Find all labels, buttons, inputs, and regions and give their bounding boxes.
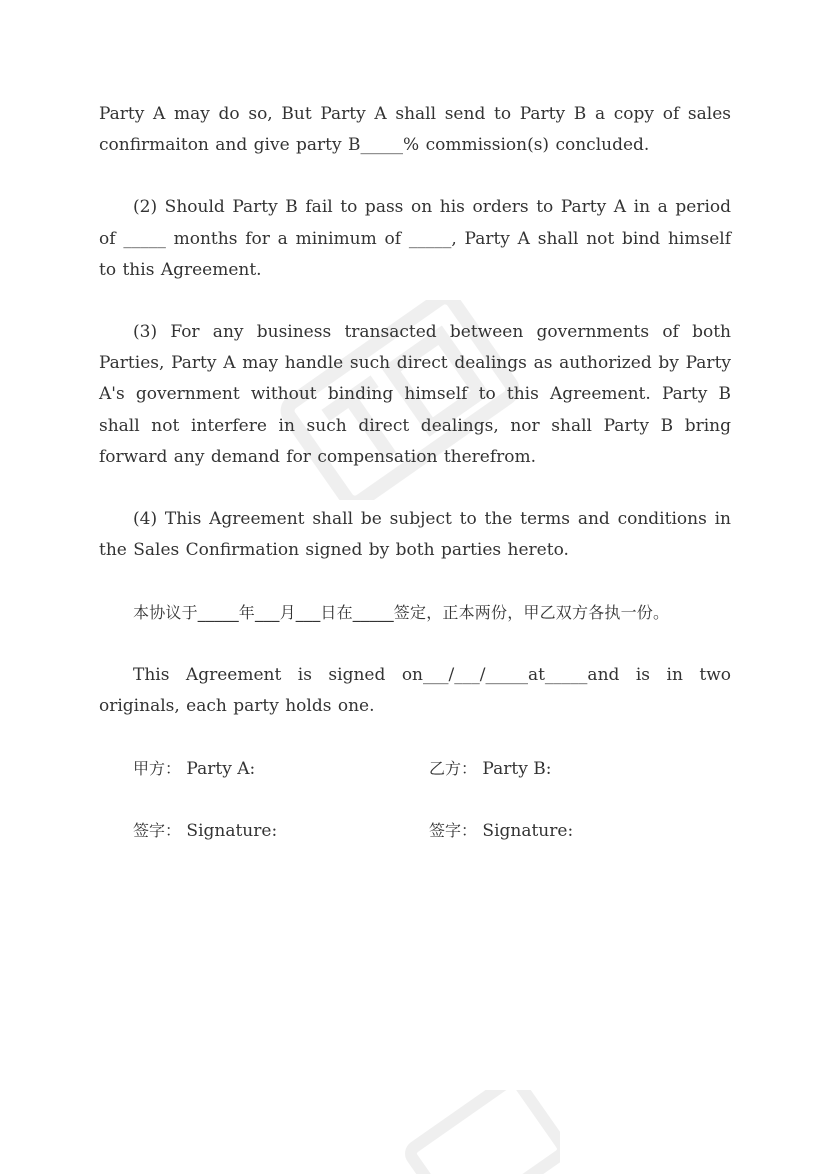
party-b-label: [429, 753, 551, 785]
watermark-seal-bottom: [400, 1090, 560, 1174]
signature-b-en: Signature:: [482, 821, 574, 842]
paragraph-clause-2: (2) Should Party B fail to pass on his orders to Party A in a period of _____ months for a minimum of _____, Party A shall not bind himself to this Agreement.: [99, 197, 731, 280]
party-a-zh: 甲方：: [133, 759, 182, 779]
signature-b-label: [429, 815, 573, 847]
party-a-label: [133, 753, 255, 785]
paragraph-clause-3: (3) For any business transacted between governments of both Parties, Party A may handle such direct dealings as authorized by Party A's government without binding himself to this Agreement. Party B shall not interfere in such direct dealings, nor shall Party B bring forward any demand for compensation therefrom.: [99, 322, 731, 467]
signature-a-zh: 签字：: [133, 821, 182, 841]
signature-a-label: [133, 815, 277, 847]
signature-b-zh: 签字：: [429, 821, 478, 841]
party-a-en: Party A:: [186, 759, 256, 780]
signature-row: [99, 815, 731, 846]
party-row: [99, 753, 731, 784]
party-b-en: Party B:: [482, 759, 552, 780]
paragraph-commission: Party A may do so, But Party A shall send to Party B a copy of sales confirmaiton and give party B_____% commission(s) concluded.: [99, 104, 731, 156]
paragraph-clause-4: (4) This Agreement shall be subject to the terms and conditions in the Sales Confirmation signed by both parties hereto.: [99, 509, 731, 561]
document-page: [99, 99, 731, 846]
party-b-zh: 乙方：: [429, 759, 478, 779]
paragraph-signing-en: This Agreement is signed on___/___/_____at_____and is in two originals, each party holds one.: [99, 664, 731, 716]
paragraph-signing-zh: 本协议于_____年___月___日在_____签定，正本两份，甲乙双方各执一份。: [133, 603, 670, 623]
signature-a-en: Signature:: [186, 821, 278, 842]
